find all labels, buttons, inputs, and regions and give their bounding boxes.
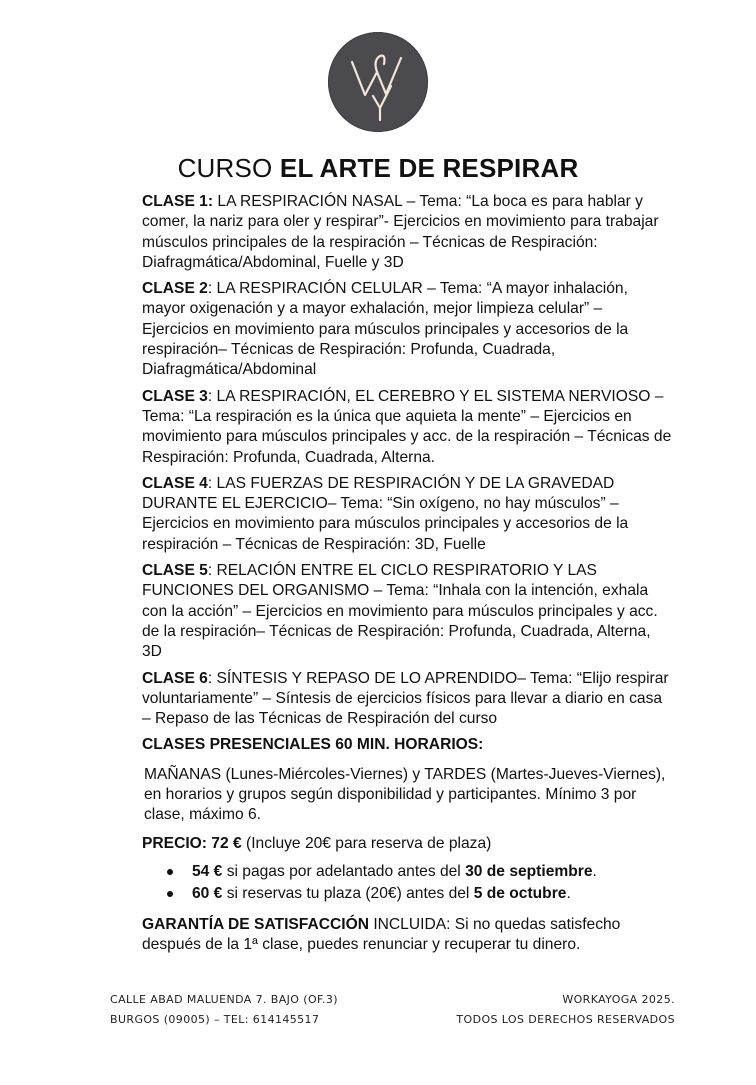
bullet-icon — [167, 869, 173, 875]
brand-logo — [328, 32, 430, 134]
class-description: LA RESPIRACIÓN NASAL – Tema: “La boca es para hablar y comer, la nariz para oler y respirar”- Ejercicios en movimiento para trabajar músculos principales de la respiración – Técnicas de Respiración: Diafragmática/Abdominal, Fuelle y 3D — [142, 193, 659, 271]
price-option: 54 € si pagas por adelantado antes del 30 de septiembre. — [167, 862, 672, 882]
class-description: : RELACIÓN ENTRE EL CICLO RESPIRATORIO Y LAS FUNCIONES DEL ORGANISMO – Tema: “Inhala con la intención, exhala con la acción” – Ejercicios en movimiento para músculos principales y acc. de la respiración– Técnicas de Respiración: Profunda, Cuadrada, Alterna, 3D — [142, 562, 658, 661]
price-option: 60 € si reservas tu plaza (20€) antes del 5 de octubre. — [167, 884, 672, 904]
class-item-3 — [142, 387, 672, 468]
address-line: BURGOS (09005) – TEL: 614145517 — [110, 1013, 320, 1026]
copyright-line: WORKAYOGA 2025. — [562, 993, 675, 1006]
class-label: CLASE 6 — [142, 669, 208, 687]
class-item-5 — [142, 561, 672, 662]
title-bold: EL ARTE DE RESPIRAR — [279, 153, 579, 183]
price-note: (Incluye 20€ para reserva de plaza) — [241, 834, 492, 852]
page-title — [0, 151, 756, 185]
class-description: : SÍNTESIS Y REPASO DE LO APRENDIDO– Tema: “Elijo respirar voluntariamente” – Síntesis de ejercicios físicos para llevar a diario en casa – Repaso de las Técnicas de Respiración del curso — [142, 669, 669, 728]
class-label: CLASE 1: — [142, 193, 214, 210]
class-item-6 — [142, 669, 672, 730]
copyright-line: TODOS LOS DERECHOS RESERVADOS — [456, 1013, 675, 1026]
schedule-heading: CLASES PRESENCIALES 60 MIN. HORARIOS: — [142, 736, 484, 754]
price-label: PRECIO: 72 € — [142, 834, 242, 852]
address-line: CALLE ABAD MALUENDA 7. BAJO (OF.3) — [110, 993, 338, 1006]
class-item-1 — [142, 192, 672, 273]
footer-copyright — [456, 990, 675, 1030]
schedule-text: MAÑANAS (Lunes-Miércoles-Viernes) y TARDES (Martes-Jueves-Viernes), en horarios y grupos según disponibilidad y participantes. Mínimo 3 por clase, máximo 6. — [144, 765, 666, 824]
guarantee-text: GARANTÍA DE SATISFACCIÓN INCLUIDA: Si no quedas satisfecho después de la 1ª clase, puedes renunciar y recuperar tu dinero. — [142, 915, 621, 953]
course-content — [142, 192, 672, 961]
class-item-2 — [142, 279, 672, 380]
guarantee-label: GARANTÍA DE SATISFACCIÓN — [142, 915, 369, 933]
wy-monogram-icon — [328, 32, 428, 132]
title-prefix: CURSO — [177, 153, 280, 183]
class-item-4 — [142, 474, 672, 555]
class-description: : LA RESPIRACIÓN, EL CEREBRO Y EL SISTEMA NERVIOSO – Tema: “La respiración es la única que aquieta la mente” – Ejercicios en movimiento para músculos principales y acc. de la respiración – Técnicas de Respiración: Profunda, Cuadrada, Alterna. — [142, 387, 672, 466]
class-description: : LA RESPIRACIÓN CELULAR – Tema: “A mayor inhalación, mayor oxigenación y a mayor exhalación, mejor limpieza celular” – Ejercicios en movimiento para músculos principales y accesorios de la respiración– Técnicas de Respiración: Profunda, Cuadrada, Diafragmática/Abdominal — [142, 280, 629, 379]
class-description: : LAS FUERZAS DE RESPIRACIÓN Y DE LA GRAVEDAD DURANTE EL EJERCICIO– Tema: “Sin oxígeno, no hay músculos” – Ejercicios en movimiento para músculos principales y accesorios de la respiración – Técnicas de Respiración: 3D, Fuelle — [142, 474, 629, 553]
class-label: CLASE 2 — [142, 280, 208, 298]
class-label: CLASE 5 — [142, 562, 208, 580]
class-label: CLASE 4 — [142, 474, 208, 492]
footer-address — [110, 990, 338, 1030]
price-options-list — [142, 862, 672, 905]
class-label: CLASE 3 — [142, 387, 208, 405]
price-line — [142, 834, 672, 854]
bullet-icon — [167, 891, 173, 897]
